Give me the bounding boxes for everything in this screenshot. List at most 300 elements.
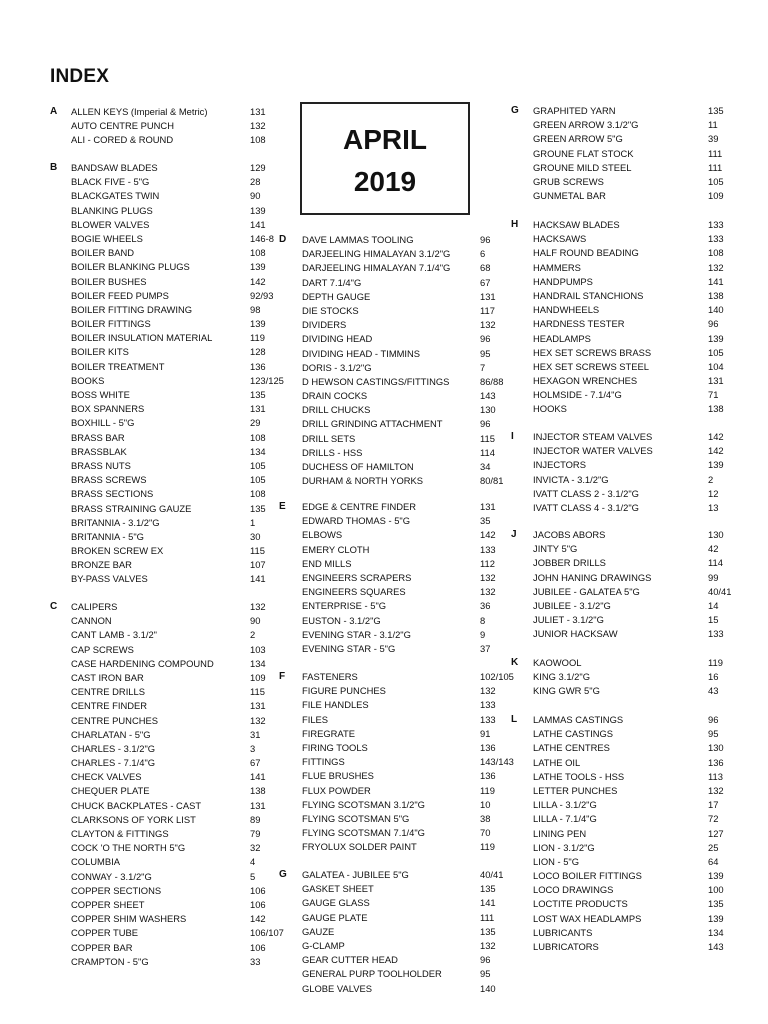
entry-page: 109 <box>250 671 266 683</box>
entry-page: 89 <box>250 813 261 825</box>
entry-name: FITTINGS <box>302 756 345 768</box>
entry-page: 133 <box>480 699 496 711</box>
entry-name: DIVIDING HEAD - TIMMINS <box>302 347 421 359</box>
entry-page: 136 <box>708 756 724 768</box>
entry-name: CAST IRON BAR <box>71 671 144 683</box>
entry-name: DARJEELING HIMALAYAN 3.1/2"G <box>302 248 451 260</box>
entry-name: DUCHESS OF HAMILTON <box>302 461 414 472</box>
entry-name: BOILER FITTINGS <box>71 318 151 330</box>
entry-page: 143 <box>708 941 724 952</box>
entry-name: HANDPUMPS <box>533 275 593 287</box>
entry-page: 111 <box>480 911 495 923</box>
entry-name: ALLEN KEYS (Imperial & Metric) <box>71 106 208 117</box>
entry-name: GROUNE MILD STEEL <box>533 161 632 173</box>
entry-name: CENTRE DRILLS <box>71 686 145 698</box>
entry-page: 71 <box>708 389 719 401</box>
entry-name: COPPER SHIM WASHERS <box>71 913 187 925</box>
entry-name: BRITANNIA - 5"G <box>71 530 144 542</box>
entry-name: BRONZE BAR <box>71 559 132 571</box>
date-month: APRIL <box>343 124 427 155</box>
entry-name: CHARLATAN - 5"G <box>71 728 151 740</box>
entry-page: 133 <box>480 543 496 555</box>
entry-name: DORIS - 3.1/2"G <box>302 361 372 373</box>
entry-page: 91 <box>480 727 491 739</box>
entry-name: BLACKGATES TWIN <box>71 190 160 202</box>
entry-page: 108 <box>250 247 266 259</box>
section-letter: E <box>279 501 286 512</box>
entry-name: GAUGE GLASS <box>302 897 370 909</box>
entry-name: AUTO CENTRE PUNCH <box>71 120 174 132</box>
entry-page: 128 <box>250 346 266 358</box>
entry-name: CENTRE PUNCHES <box>71 714 158 726</box>
entry-name: GALATEA - JUBILEE 5"G <box>302 869 409 880</box>
entry-page: 105 <box>708 346 724 358</box>
entry-page: 114 <box>708 557 723 569</box>
entry-page: 139 <box>708 459 724 471</box>
entry-page: 139 <box>708 870 724 882</box>
entry-page: 37 <box>480 642 491 654</box>
entry-name: DEPTH GAUGE <box>302 290 371 302</box>
entry-page: 141 <box>708 275 724 287</box>
entry-name: GREEN ARROW 5"G <box>533 133 623 145</box>
entry-page: 130 <box>708 742 724 754</box>
entry-name: CANT LAMB - 3.1/2" <box>71 629 157 641</box>
entry-name: INVICTA - 3.1/2"G <box>533 473 609 485</box>
entry-page: 135 <box>480 883 496 895</box>
entry-name: CHARLES - 3.1/2"G <box>71 742 156 754</box>
date-year: 2019 <box>353 166 417 197</box>
entry-page: 132 <box>250 120 266 132</box>
entry-page: 130 <box>708 529 724 540</box>
entry-page: 134 <box>708 926 724 938</box>
entry-page: 29 <box>250 417 261 429</box>
entry-page: 131 <box>250 106 266 117</box>
entry-name: D HEWSON CASTINGS/FITTINGS <box>302 375 450 387</box>
entry-page: 106 <box>250 884 266 896</box>
entry-name: ENTERPRISE - 5"G <box>302 600 387 612</box>
entry-page: 96 <box>480 234 491 245</box>
entry-name: BY-PASS VALVES <box>71 573 148 585</box>
entry-name: BOILER FITTING DRAWING <box>71 303 193 315</box>
entry-page: 96 <box>480 333 491 345</box>
entry-page: 102/105 <box>480 671 514 682</box>
entry-page: 139 <box>250 261 266 273</box>
entry-name: JUBILEE - GALATEA 5"G <box>533 585 640 597</box>
entry-page: 142 <box>708 431 724 442</box>
entry-page: 34 <box>480 461 491 472</box>
entry-page: 132 <box>480 319 496 331</box>
entry-page: 3 <box>250 742 256 754</box>
entry-name: BOX SPANNERS <box>71 403 145 415</box>
entry-name: BLACK FIVE - 5"G <box>71 176 150 188</box>
section-letter: L <box>511 714 518 725</box>
entry-name: BOILER FEED PUMPS <box>71 289 169 301</box>
entry-name: IVATT CLASS 4 - 3.1/2"G <box>533 501 639 513</box>
entry-name: HACKSAW BLADES <box>533 219 620 230</box>
entry-page: 141 <box>480 897 496 909</box>
entry-page: 136 <box>480 741 496 753</box>
entry-page: 105 <box>708 175 724 187</box>
entry-page: 40/41 <box>708 585 732 597</box>
entry-page: 38 <box>480 812 491 824</box>
entry-page: 11 <box>708 119 718 131</box>
entry-page: 141 <box>250 573 266 585</box>
entry-page: 104 <box>708 360 724 372</box>
entry-page: 5 <box>250 870 256 882</box>
entry-page: 105 <box>250 459 266 471</box>
entry-name: LATHE CASTINGS <box>533 728 614 740</box>
entry-name: DIVIDING HEAD <box>302 333 373 345</box>
entry-name: GASKET SHEET <box>302 883 374 895</box>
entry-page: 114 <box>480 446 495 458</box>
entry-page: 90 <box>250 615 261 627</box>
entry-page: 25 <box>708 841 719 853</box>
entry-name: GRAPHITED YARN <box>533 105 616 116</box>
entry-name: LOCTITE PRODUCTS <box>533 898 628 910</box>
entry-name: FIRING TOOLS <box>302 741 368 753</box>
entry-name: ENGINEERS SCRAPERS <box>302 571 412 583</box>
entry-page: 112 <box>480 557 495 569</box>
entry-page: 7 <box>480 361 486 373</box>
entry-page: 33 <box>250 955 261 967</box>
section-letter: B <box>50 162 58 173</box>
entry-name: DRILL GRINDING ATTACHMENT <box>302 418 443 430</box>
entry-name: HANDRAIL STANCHIONS <box>533 289 644 301</box>
entry-page: 132 <box>708 784 724 796</box>
entry-name: COPPER SECTIONS <box>71 884 162 896</box>
entry-name: DRILL CHUCKS <box>302 404 371 416</box>
entry-name: COPPER BAR <box>71 941 133 953</box>
entry-page: 139 <box>708 912 724 924</box>
entry-name: DRILL SETS <box>302 432 356 444</box>
entry-page: 2 <box>708 473 714 485</box>
entry-page: 95 <box>708 728 719 740</box>
entry-name: BOSS WHITE <box>71 389 130 400</box>
entry-name: INJECTORS <box>533 459 586 471</box>
entry-page: 119 <box>250 332 265 344</box>
entry-page: 119 <box>480 841 495 853</box>
entry-page: 133 <box>480 713 496 725</box>
entry-page: 132 <box>480 586 496 598</box>
entry-name: KAOWOOL <box>533 657 582 668</box>
entry-page: 72 <box>708 813 719 825</box>
entry-page: 109 <box>708 190 724 202</box>
entry-name: LATHE OIL <box>533 756 581 768</box>
entry-name: BRASS NUTS <box>71 459 131 471</box>
entry-page: 95 <box>480 347 491 359</box>
entry-name: BOILER BUSHES <box>71 275 147 287</box>
entry-page: 99 <box>708 571 719 583</box>
entry-name: JUNIOR HACKSAW <box>533 628 618 640</box>
entry-name: FASTENERS <box>302 671 358 682</box>
entry-name: GREEN ARROW 3.1/2"G <box>533 119 639 131</box>
entry-page: 30 <box>250 530 261 542</box>
entry-page: 135 <box>708 898 724 910</box>
entry-page: 86/88 <box>480 375 504 387</box>
entry-page: 36 <box>480 600 491 612</box>
entry-page: 135 <box>708 105 724 116</box>
entry-page: 96 <box>480 954 491 966</box>
entry-name: DAVE LAMMAS TOOLING <box>302 234 414 245</box>
entry-page: 107 <box>250 559 266 571</box>
entry-name: BOILER INSULATION MATERIAL <box>71 332 213 344</box>
entry-page: 6 <box>480 248 486 260</box>
entry-page: 96 <box>708 318 719 330</box>
entry-page: 64 <box>708 855 719 867</box>
entry-page: 142 <box>708 445 724 457</box>
entry-name: DRAIN COCKS <box>302 390 368 402</box>
entry-name: EVENING STAR - 5"G <box>302 642 396 654</box>
entry-page: 106/107 <box>250 927 284 939</box>
entry-page: 139 <box>708 332 724 344</box>
entry-page: 134 <box>250 657 266 669</box>
entry-name: COPPER TUBE <box>71 927 139 939</box>
entry-page: 115 <box>250 686 265 698</box>
entry-name: LION - 5"G <box>533 855 580 867</box>
page-title: INDEX <box>50 66 110 87</box>
entry-name: JOBBER DRILLS <box>533 557 606 569</box>
entry-page: 119 <box>480 784 495 796</box>
entry-name: GENERAL PURP TOOLHOLDER <box>302 968 442 980</box>
entry-page: 42 <box>708 543 719 555</box>
entry-name: ELBOWS <box>302 529 343 541</box>
entry-page: 111 <box>708 161 723 173</box>
entry-page: 16 <box>708 671 719 683</box>
entry-name: CHARLES - 7.1/4"G <box>71 757 156 769</box>
entry-page: 131 <box>480 290 496 302</box>
entry-name: CLAYTON & FITTINGS <box>71 828 169 839</box>
entry-name: DARJEELING HIMALAYAN 7.1/4"G <box>302 262 451 274</box>
entry-page: 90 <box>250 190 261 202</box>
entry-name: BLOWER VALVES <box>71 218 150 230</box>
entry-page: 92/93 <box>250 289 274 301</box>
section-letter: D <box>279 234 287 245</box>
entry-page: 141 <box>250 218 266 230</box>
entry-page: 140 <box>480 982 496 994</box>
entry-name: BOILER TREATMENT <box>71 360 165 372</box>
entry-page: 4 <box>250 856 256 868</box>
entry-page: 138 <box>708 289 724 301</box>
entry-page: 135 <box>480 925 496 937</box>
entry-page: 1 <box>250 516 256 528</box>
entry-page: 115 <box>480 432 495 444</box>
entry-page: 2 <box>250 629 256 641</box>
section-letter: F <box>279 671 286 682</box>
entry-page: 15 <box>708 614 719 626</box>
entry-name: DRILLS - HSS <box>302 446 363 458</box>
entry-name: ALI - CORED & ROUND <box>71 134 174 146</box>
entry-page: 129 <box>250 162 266 173</box>
entry-page: 106 <box>250 941 266 953</box>
entry-page: 131 <box>250 403 266 415</box>
entry-page: 133 <box>708 219 724 230</box>
section-letter: K <box>511 657 519 668</box>
entry-page: 131 <box>480 501 496 512</box>
entry-page: 39 <box>708 133 719 145</box>
entry-name: CALIPERS <box>71 601 118 612</box>
entry-page: 138 <box>708 403 724 415</box>
entry-name: HACKSAWS <box>533 233 587 245</box>
section-letter: A <box>50 106 58 117</box>
entry-name: INJECTOR STEAM VALVES <box>533 431 653 442</box>
entry-name: BOILER KITS <box>71 346 129 358</box>
entry-name: GRUB SCREWS <box>533 175 604 187</box>
entry-name: DURHAM & NORTH YORKS <box>302 475 424 487</box>
entry-name: JUBILEE - 3.1/2"G <box>533 599 611 611</box>
entry-name: LUBRICANTS <box>533 926 593 938</box>
entry-name: HANDWHEELS <box>533 304 600 316</box>
entry-name: G-CLAMP <box>302 939 345 951</box>
entry-page: 14 <box>708 599 719 611</box>
entry-name: FRYOLUX SOLDER PAINT <box>302 841 417 853</box>
entry-page: 138 <box>250 785 266 797</box>
entry-name: HAMMERS <box>533 261 581 273</box>
entry-page: 136 <box>250 360 266 372</box>
entry-page: 119 <box>708 657 723 668</box>
entry-page: 17 <box>708 799 719 811</box>
entry-page: 98 <box>250 303 261 315</box>
entry-page: 131 <box>250 700 266 712</box>
entry-name: LOCO BOILER FITTINGS <box>533 870 642 882</box>
entry-page: 131 <box>708 375 724 387</box>
entry-page: 96 <box>480 418 491 430</box>
entry-name: FIREGRATE <box>302 727 355 739</box>
entry-name: IVATT CLASS 2 - 3.1/2"G <box>533 487 639 499</box>
entry-page: 105 <box>250 474 266 486</box>
entry-page: 146-8 <box>250 232 274 244</box>
entry-page: 80/81 <box>480 475 504 487</box>
entry-name: FILE HANDLES <box>302 699 369 711</box>
entry-name: LATHE TOOLS - HSS <box>533 770 625 782</box>
entry-page: 132 <box>480 571 496 583</box>
entry-name: BOGIE WHEELS <box>71 232 143 244</box>
entry-name: LILLA - 3.1/2"G <box>533 799 597 811</box>
entry-page: 70 <box>480 827 491 839</box>
entry-name: DART 7.1/4"G <box>302 276 362 288</box>
entry-name: CAP SCREWS <box>71 643 134 655</box>
entry-name: DIE STOCKS <box>302 304 359 316</box>
entry-name: LAMMAS CASTINGS <box>533 714 624 725</box>
entry-name: FLYING SCOTSMAN 5"G <box>302 812 410 824</box>
section-letter: I <box>511 431 514 442</box>
entry-name: ENGINEERS SQUARES <box>302 586 406 598</box>
entry-name: HOOKS <box>533 403 567 415</box>
entry-page: 117 <box>480 304 495 316</box>
entry-name: HEADLAMPS <box>533 332 591 344</box>
entry-name: LETTER PUNCHES <box>533 784 618 796</box>
entry-name: BRASS STRAINING GAUZE <box>71 502 192 514</box>
entry-page: 139 <box>250 318 266 330</box>
entry-page: 113 <box>708 770 723 782</box>
entry-name: LOCO DRAWINGS <box>533 884 614 896</box>
entry-name: JULIET - 3.1/2"G <box>533 614 604 626</box>
entry-name: CASE HARDENING COMPOUND <box>71 657 214 669</box>
entry-name: HOLMSIDE - 7.1/4"G <box>533 389 622 401</box>
entry-name: GROUNE FLAT STOCK <box>533 147 634 159</box>
entry-page: 142 <box>250 913 266 925</box>
entry-name: EVENING STAR - 3.1/2"G <box>302 628 411 640</box>
entry-name: EDGE & CENTRE FINDER <box>302 501 417 512</box>
section-letter: G <box>279 869 287 880</box>
section-letter: C <box>50 601 58 612</box>
entry-name: GLOBE VALVES <box>302 982 372 994</box>
entry-name: COCK 'O THE NORTH 5"G <box>71 842 186 854</box>
entry-page: 43 <box>708 685 719 697</box>
section-letter: H <box>511 219 519 230</box>
entry-name: GAUGE PLATE <box>302 911 368 923</box>
section-letter: G <box>511 105 519 116</box>
entry-name: CANNON <box>71 615 112 627</box>
entry-name: CHUCK BACKPLATES - CAST <box>71 799 202 811</box>
entry-page: 103 <box>250 643 266 655</box>
entry-name: BLANKING PLUGS <box>71 204 153 216</box>
entry-name: FLUE BRUSHES <box>302 770 374 782</box>
entry-page: 9 <box>480 628 486 640</box>
entry-page: 108 <box>708 247 724 259</box>
entry-page: 142 <box>480 529 496 541</box>
entry-name: BOILER BAND <box>71 247 135 259</box>
entry-name: FILES <box>302 713 329 725</box>
entry-page: 67 <box>480 276 491 288</box>
entry-page: 115 <box>250 545 265 557</box>
entry-name: LILLA - 7.1/4"G <box>533 813 597 825</box>
section-letter: J <box>511 529 517 540</box>
entry-page: 133 <box>708 233 724 245</box>
entry-page: 123/125 <box>250 374 284 386</box>
entry-page: 143 <box>480 390 496 402</box>
entry-page: 132 <box>480 685 496 697</box>
entry-page: 28 <box>250 176 261 188</box>
entry-name: EMERY CLOTH <box>302 543 370 555</box>
entry-name: HALF ROUND BEADING <box>533 247 639 259</box>
entry-page: 135 <box>250 389 266 400</box>
entry-name: LINING PEN <box>533 827 587 839</box>
entry-name: CONWAY - 3.1/2"G <box>71 870 152 882</box>
entry-name: DIVIDERS <box>302 319 347 331</box>
entry-page: 8 <box>480 614 486 626</box>
entry-name: INJECTOR WATER VALVES <box>533 445 653 457</box>
entry-page: 32 <box>250 842 261 854</box>
entry-name: CHECK VALVES <box>71 771 142 783</box>
entry-name: BRASS SCREWS <box>71 474 147 486</box>
entry-name: KING 3.1/2"G <box>533 671 590 683</box>
entry-page: 139 <box>250 204 266 216</box>
entry-page: 133 <box>708 628 724 640</box>
entry-name: LION - 3.1/2"G <box>533 841 595 853</box>
entry-name: GEAR CUTTER HEAD <box>302 954 398 966</box>
entry-page: 13 <box>708 501 719 513</box>
entry-name: EUSTON - 3.1/2"G <box>302 614 381 626</box>
entry-page: 40/41 <box>480 869 504 880</box>
entry-page: 127 <box>708 827 724 839</box>
entry-page: 132 <box>250 714 266 726</box>
entry-name: FIGURE PUNCHES <box>302 685 386 697</box>
entry-name: HEX SET SCREWS STEEL <box>533 360 650 372</box>
entry-name: HEXAGON WRENCHES <box>533 375 638 387</box>
entry-name: JACOBS ABORS <box>533 529 606 540</box>
entry-page: 132 <box>250 601 266 612</box>
entry-page: 143/143 <box>480 756 514 768</box>
entry-name: FLYING SCOTSMAN 7.1/4"G <box>302 827 425 839</box>
entry-name: BRASSBLAK <box>71 445 127 457</box>
entry-name: CHEQUER PLATE <box>71 785 150 797</box>
entry-page: 96 <box>708 714 719 725</box>
entry-name: BOILER BLANKING PLUGS <box>71 261 190 273</box>
entry-name: CENTRE FINDER <box>71 700 148 712</box>
entry-name: JOHN HANING DRAWINGS <box>533 571 652 583</box>
entry-name: GUNMETAL BAR <box>533 190 606 202</box>
entry-name: HEX SET SCREWS BRASS <box>533 346 652 358</box>
